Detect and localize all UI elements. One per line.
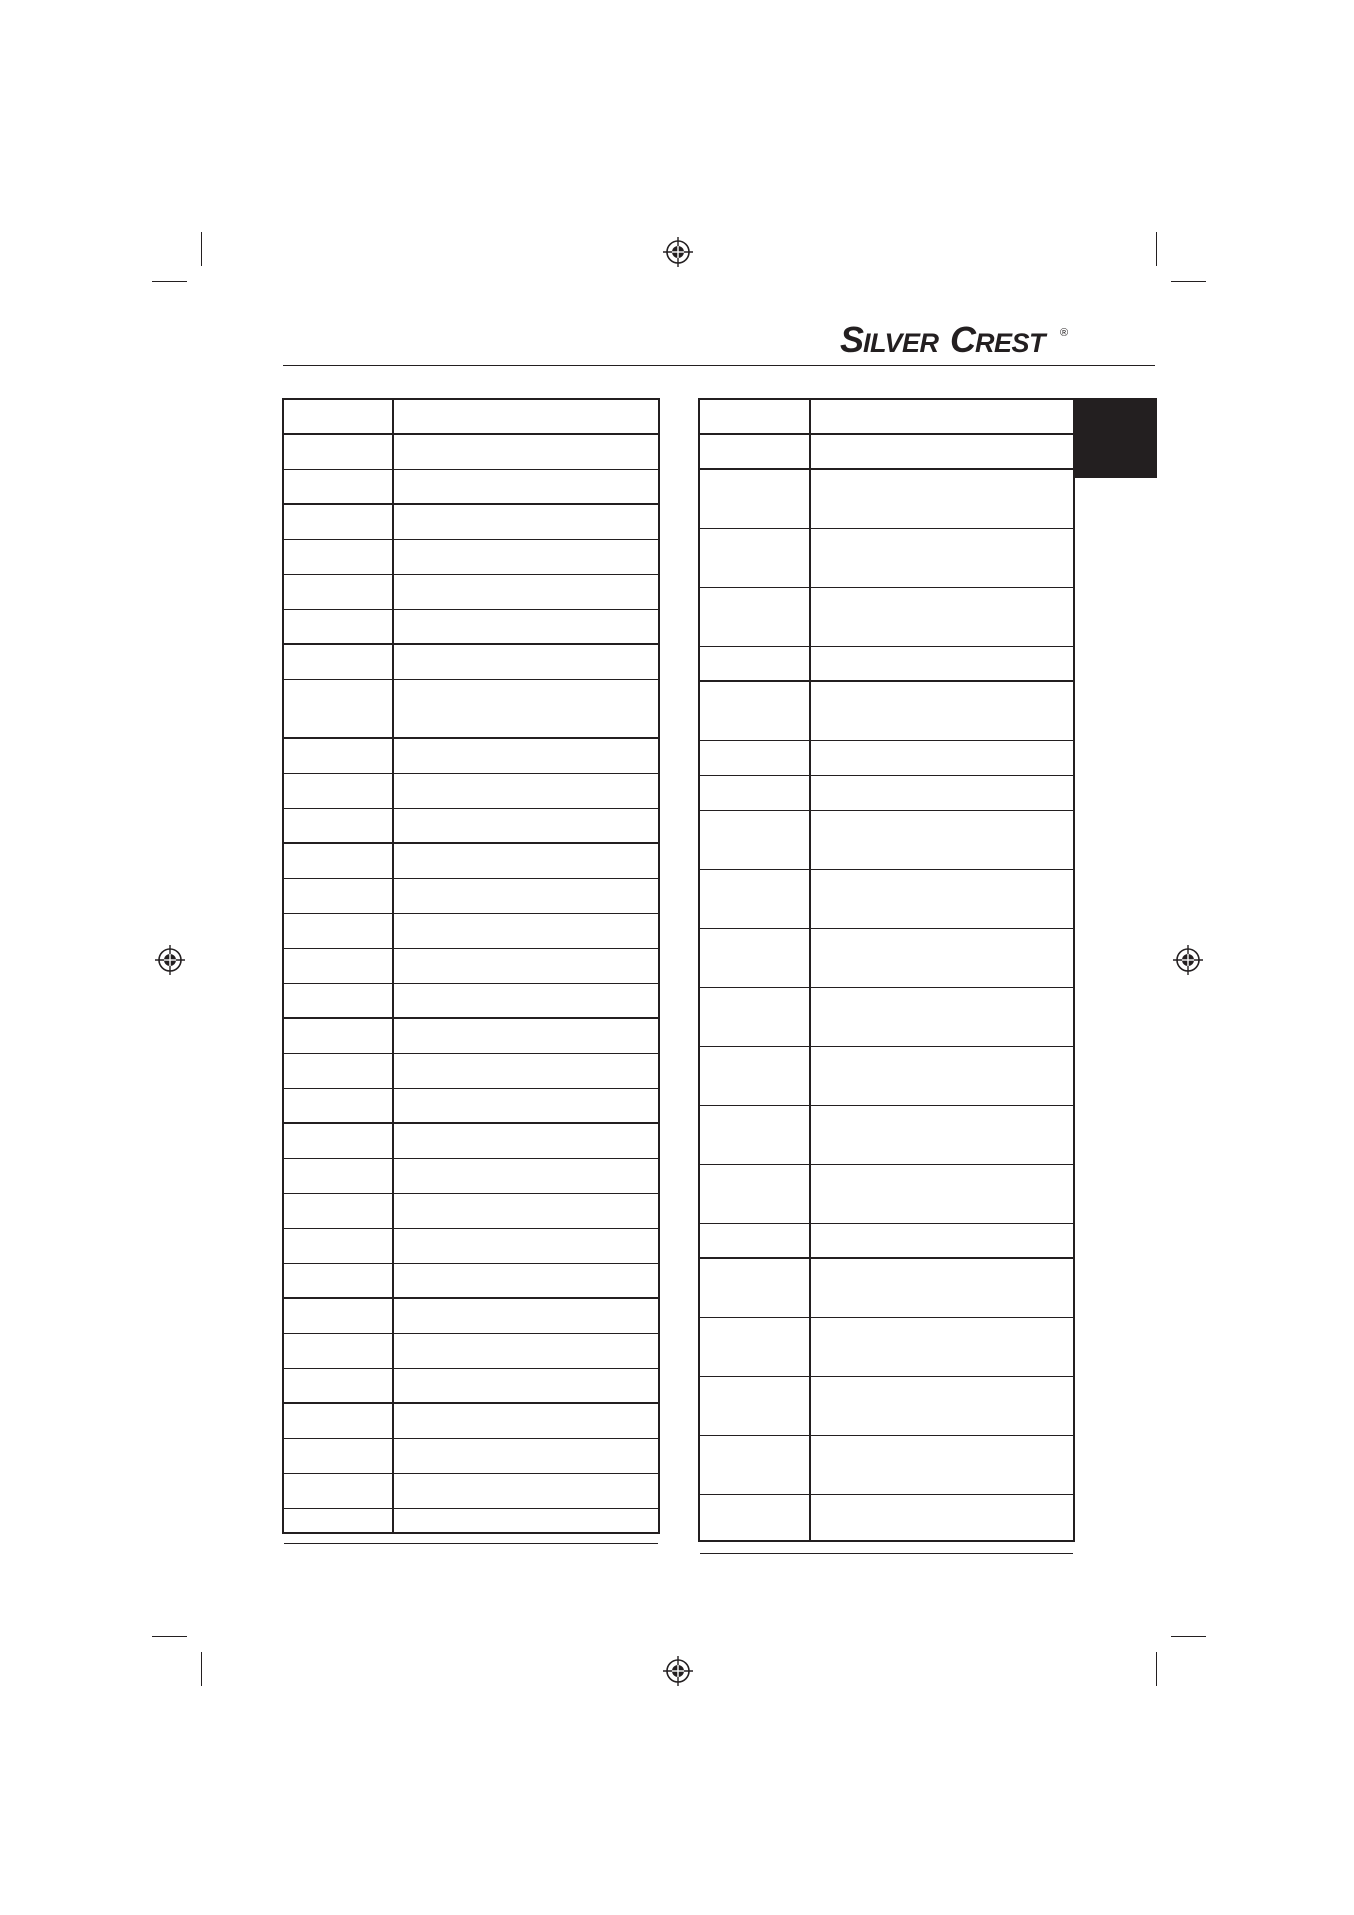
table-row — [700, 1436, 1073, 1495]
crop-mark-bottom-right-horizontal — [1171, 1636, 1206, 1637]
right-table-column-divider — [809, 400, 811, 1540]
table-cell-label — [284, 470, 392, 503]
table-cell-label — [284, 645, 392, 679]
registration-mark-left-icon — [155, 945, 185, 975]
table-row — [284, 844, 658, 879]
registration-mark-top-icon — [663, 237, 693, 267]
table-row — [284, 1229, 658, 1264]
table-row — [284, 1509, 658, 1544]
table-row — [284, 1054, 658, 1089]
table-row — [700, 741, 1073, 776]
table-cell-label — [700, 470, 809, 528]
crop-mark-top-right-vertical — [1156, 232, 1157, 266]
crop-mark-top-left-horizontal — [152, 281, 187, 282]
table-row — [284, 739, 658, 774]
table-cell-label — [700, 682, 809, 740]
table-cell-value — [394, 1369, 658, 1402]
table-cell-label — [284, 809, 392, 842]
table-cell-value — [394, 879, 658, 913]
table-cell-label — [700, 588, 809, 646]
table-row — [284, 1334, 658, 1369]
table-cell-label — [284, 1194, 392, 1228]
table-row — [700, 647, 1073, 682]
table-cell-value — [811, 682, 1073, 740]
table-cell-label — [284, 1369, 392, 1402]
table-cell-value — [394, 1264, 658, 1297]
table-cell-value — [394, 844, 658, 878]
table-cell-label — [700, 400, 809, 433]
table-cell-label — [700, 1495, 809, 1553]
table-cell-label — [284, 1229, 392, 1263]
table-row — [700, 435, 1073, 470]
table-cell-value — [394, 470, 658, 503]
table-cell-value — [811, 1377, 1073, 1435]
table-row — [284, 809, 658, 844]
table-cell-value — [811, 588, 1073, 646]
table-row — [284, 1264, 658, 1299]
table-cell-label — [284, 879, 392, 913]
table-cell-label — [700, 1047, 809, 1105]
table-cell-label — [284, 505, 392, 539]
table-row — [284, 645, 658, 680]
table-cell-value — [811, 929, 1073, 987]
table-cell-label — [700, 529, 809, 587]
table-cell-label — [284, 1019, 392, 1053]
table-cell-value — [394, 914, 658, 948]
table-cell-label — [284, 774, 392, 808]
table-row — [284, 914, 658, 949]
table-row — [284, 1019, 658, 1054]
table-row — [284, 435, 658, 470]
table-row — [284, 610, 658, 645]
left-table-column-divider — [392, 400, 394, 1532]
table-row — [284, 1159, 658, 1194]
table-cell-label — [284, 1264, 392, 1297]
table-cell-value — [394, 435, 658, 469]
table-row — [700, 1495, 1073, 1554]
table-cell-label — [700, 1106, 809, 1164]
table-cell-value — [811, 1495, 1073, 1553]
table-cell-value — [811, 1318, 1073, 1376]
table-row — [284, 984, 658, 1019]
table-cell-label — [284, 575, 392, 609]
table-cell-value — [394, 1474, 658, 1508]
table-cell-label — [284, 680, 392, 737]
table-cell-label — [700, 741, 809, 775]
table-cell-label — [700, 1318, 809, 1376]
table-cell-label — [284, 1474, 392, 1508]
table-row — [284, 400, 658, 435]
silvercrest-logo — [840, 316, 1080, 360]
table-cell-value — [394, 1124, 658, 1158]
table-row — [284, 1194, 658, 1229]
table-cell-value — [811, 1436, 1073, 1494]
svg-text:REST: REST — [975, 328, 1046, 358]
table-cell-label — [284, 1404, 392, 1438]
table-cell-label — [284, 739, 392, 773]
table-cell-label — [700, 1377, 809, 1435]
crop-mark-bottom-right-vertical — [1156, 1652, 1157, 1686]
crop-mark-top-left-vertical — [201, 232, 202, 266]
table-cell-value — [394, 1334, 658, 1368]
table-cell-value — [394, 1299, 658, 1333]
table-cell-label — [284, 1509, 392, 1543]
table-row — [700, 1318, 1073, 1377]
table-row — [700, 400, 1073, 435]
table-cell-value — [811, 529, 1073, 587]
table-cell-value — [811, 1259, 1073, 1317]
table-cell-label — [700, 435, 809, 468]
table-row — [284, 505, 658, 540]
table-cell-label — [284, 844, 392, 878]
table-row — [284, 1369, 658, 1404]
table-row — [700, 811, 1073, 870]
table-cell-value — [811, 741, 1073, 775]
table-row — [700, 870, 1073, 929]
table-row — [700, 470, 1073, 529]
table-cell-label — [284, 1159, 392, 1193]
table-cell-label — [284, 1439, 392, 1473]
table-row — [284, 1124, 658, 1159]
table-row — [284, 1439, 658, 1474]
table-row — [284, 879, 658, 914]
table-cell-value — [394, 505, 658, 539]
table-cell-label — [700, 1224, 809, 1257]
table-cell-value — [394, 1089, 658, 1122]
table-cell-label — [700, 811, 809, 869]
table-cell-value — [394, 1404, 658, 1438]
table-cell-value — [811, 435, 1073, 468]
table-cell-label — [284, 1124, 392, 1158]
table-cell-label — [284, 610, 392, 643]
table-cell-value — [394, 575, 658, 609]
svg-text:ILVER: ILVER — [863, 328, 939, 358]
table-cell-value — [394, 774, 658, 808]
crop-mark-bottom-left-horizontal — [152, 1636, 187, 1637]
table-cell-value — [811, 811, 1073, 869]
table-cell-label — [284, 435, 392, 469]
table-cell-value — [394, 1229, 658, 1263]
table-cell-value — [811, 870, 1073, 928]
table-cell-label — [284, 1089, 392, 1122]
table-row — [284, 1474, 658, 1509]
table-cell-label — [284, 1054, 392, 1088]
table-row — [700, 682, 1073, 741]
language-tab — [1075, 398, 1157, 478]
crop-mark-top-right-horizontal — [1171, 281, 1206, 282]
table-row — [700, 1047, 1073, 1106]
table-row — [700, 776, 1073, 811]
table-cell-label — [700, 929, 809, 987]
table-cell-value — [811, 400, 1073, 433]
table-cell-value — [394, 1019, 658, 1053]
left-table — [282, 398, 660, 1534]
registration-mark-right-icon — [1173, 945, 1203, 975]
table-cell-value — [394, 1439, 658, 1473]
table-row — [284, 1404, 658, 1439]
table-cell-label — [284, 1334, 392, 1368]
table-cell-value — [394, 809, 658, 842]
table-row — [284, 949, 658, 984]
table-cell-value — [394, 540, 658, 574]
table-cell-value — [811, 988, 1073, 1046]
table-cell-label — [700, 988, 809, 1046]
table-cell-label — [700, 776, 809, 810]
table-cell-value — [394, 739, 658, 773]
crop-mark-bottom-left-vertical — [201, 1652, 202, 1686]
table-row — [700, 588, 1073, 647]
table-cell-value — [811, 1047, 1073, 1105]
table-cell-label — [700, 647, 809, 680]
table-cell-value — [811, 1165, 1073, 1223]
table-cell-label — [700, 870, 809, 928]
table-cell-label — [284, 400, 392, 433]
table-cell-value — [394, 400, 658, 433]
table-row — [700, 1259, 1073, 1318]
table-row — [284, 470, 658, 505]
table-cell-value — [811, 1106, 1073, 1164]
table-row — [700, 929, 1073, 988]
table-row — [700, 988, 1073, 1047]
registration-mark-bottom-icon — [663, 1656, 693, 1686]
table-row — [700, 1165, 1073, 1224]
table-row — [284, 774, 658, 809]
svg-text:S: S — [840, 319, 864, 360]
table-cell-value — [394, 949, 658, 983]
table-cell-value — [811, 776, 1073, 810]
table-cell-label — [700, 1165, 809, 1223]
table-cell-label — [700, 1259, 809, 1317]
table-cell-label — [284, 914, 392, 948]
header-rule — [283, 365, 1155, 366]
table-cell-label — [284, 1299, 392, 1333]
table-cell-value — [394, 645, 658, 679]
table-cell-label — [284, 949, 392, 983]
table-cell-label — [284, 540, 392, 574]
table-cell-value — [394, 984, 658, 1017]
table-row — [700, 1377, 1073, 1436]
table-cell-value — [394, 610, 658, 643]
table-cell-label — [700, 1436, 809, 1494]
svg-text:C: C — [950, 319, 975, 360]
table-row — [700, 529, 1073, 588]
table-cell-value — [811, 1224, 1073, 1257]
table-cell-value — [811, 470, 1073, 528]
table-row — [284, 1089, 658, 1124]
table-row — [284, 575, 658, 610]
table-cell-value — [811, 647, 1073, 680]
table-cell-value — [394, 1509, 658, 1543]
table-cell-value — [394, 1159, 658, 1193]
table-row — [284, 1299, 658, 1334]
svg-text:®: ® — [1060, 327, 1069, 339]
table-row — [700, 1224, 1073, 1259]
table-cell-value — [394, 1054, 658, 1088]
table-row — [284, 540, 658, 575]
table-row — [284, 680, 658, 739]
table-cell-value — [394, 1194, 658, 1228]
table-cell-value — [394, 680, 658, 737]
right-table — [698, 398, 1075, 1542]
table-row — [700, 1106, 1073, 1165]
table-cell-label — [284, 984, 392, 1017]
